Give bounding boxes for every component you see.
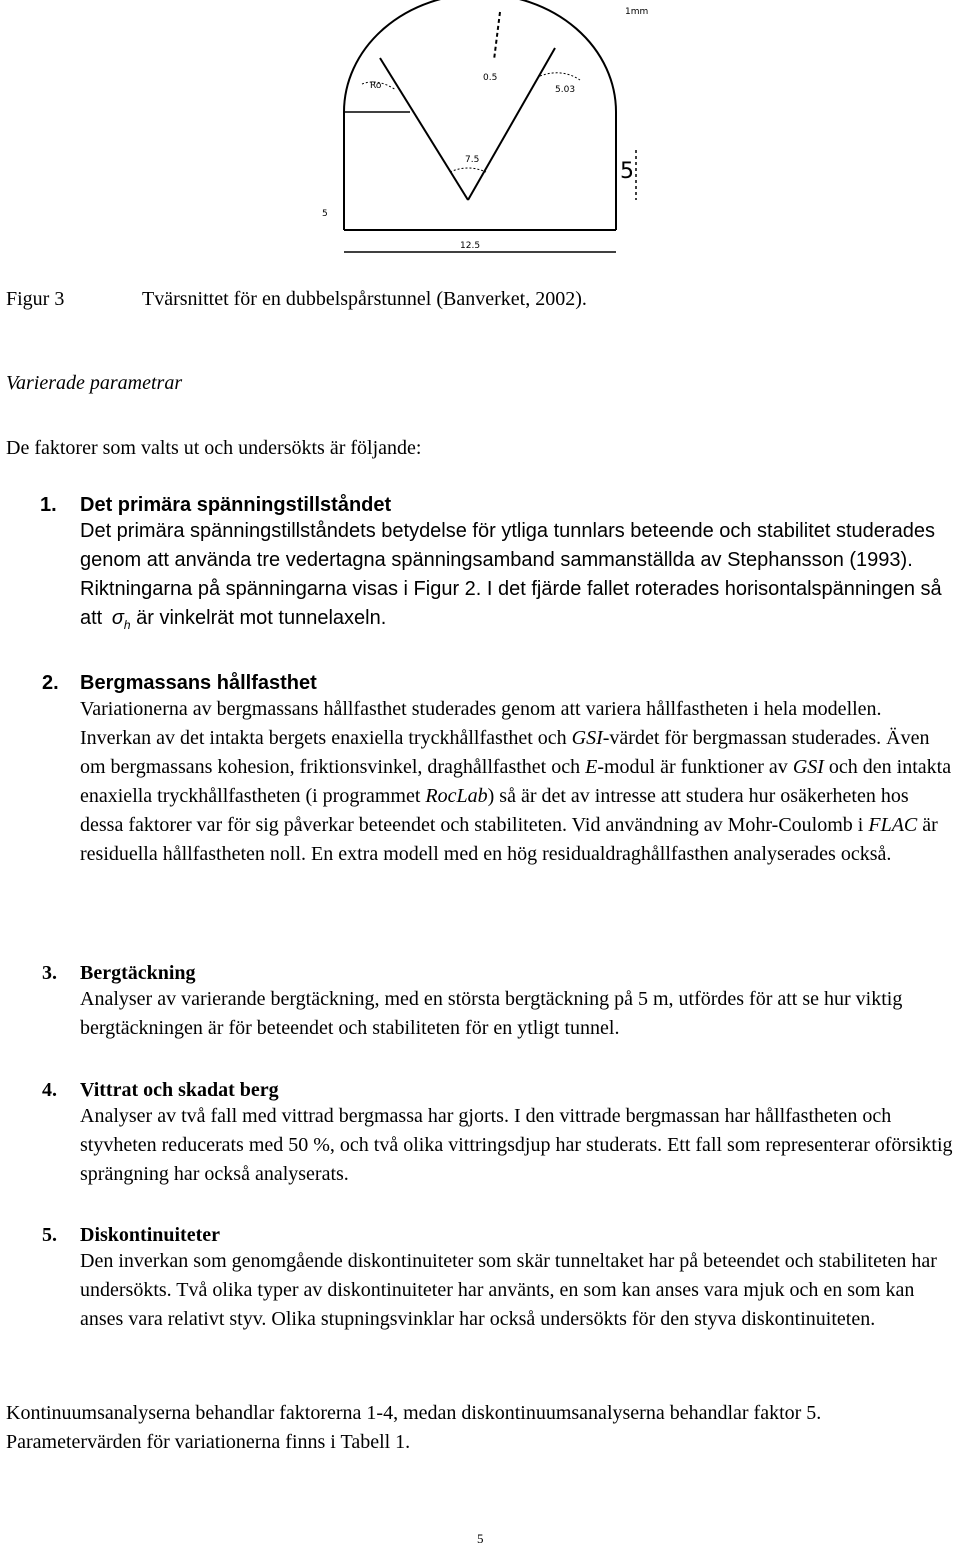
label-width: 12.5	[460, 241, 481, 251]
item-number: 2.	[42, 672, 59, 694]
tunnel-cross-section-figure	[300, 0, 660, 265]
list-item-2	[6, 672, 954, 869]
flac-term: FLAC	[868, 814, 918, 836]
figure-number: Figur 3	[6, 288, 65, 310]
label-centre: 7.5	[465, 155, 480, 165]
gsi-term: GSI	[792, 756, 824, 778]
item-text: Det primära spänningstillståndets betydelse för ytliga tunnlars beteende och stabilitet studerades genom att använda tre vedertagna spänningsamband sammanställda av Stephansson (1993). Riktningarna på spänningarna visas i Figur 2. I det fjärde fallet roterades horisontalspänningen så att	[80, 520, 942, 629]
figure-caption-text: Tvärsnittet för en dubbelspårstunnel (Banverket, 2002).	[142, 288, 587, 310]
item-number: 1.	[40, 494, 57, 516]
list-item-5	[6, 1224, 954, 1334]
item-body	[80, 517, 954, 640]
item-title: Bergtäckning	[80, 962, 196, 984]
tunnel-diagram	[300, 0, 660, 265]
item-body: Analyser av varierande bergtäckning, med en största bergtäckning på 5 m, utfördes för att se hur viktig bergtäckningen är för beteendet och stabiliteten för en ytligt tunnel.	[80, 988, 903, 1039]
list-item-1	[6, 494, 954, 640]
sigma-h-symbol: $\sigma_h$	[111, 607, 131, 632]
section-heading: Varierade parametrar	[6, 372, 183, 394]
intro-text: De faktorer som valts ut och undersökts är följande:	[6, 437, 422, 459]
right-angle-arc	[540, 73, 580, 80]
page-number: 5	[477, 1531, 484, 1546]
label-top-right: 1mm	[625, 7, 649, 17]
item-title: Bergmassans hållfasthet	[80, 672, 317, 694]
item-number: 5.	[42, 1224, 57, 1246]
list-item-4	[6, 1079, 954, 1189]
item-title: Vittrat och skadat berg	[80, 1079, 279, 1101]
e-modulus-term: E	[585, 756, 598, 778]
left-discontinuity	[380, 58, 468, 200]
figure-caption	[6, 288, 587, 311]
label-left-slope: Ro	[370, 81, 382, 91]
item-body: Analyser av två fall med vittrad bergmassa har gjorts. I den vittrade bergmassan har hållfastheten och styvheten reducerats med 50 %, och två olika vittringsdjup har studerats. Ett fall som representerar oförsiktig sprängning har också analyserats.	[80, 1105, 953, 1185]
item-number: 4.	[42, 1079, 57, 1101]
bottom-angle-arc	[450, 168, 486, 172]
label-left-wall: 5	[322, 209, 328, 219]
gsi-term: GSI	[571, 727, 603, 749]
label-rt: 0.5	[483, 73, 498, 83]
item-title: Det primära spänningstillståndet	[80, 494, 392, 516]
summary-paragraph: Kontinuumsanalyserna behandlar faktorerna 1-4, medan diskontinuumsanalyserna behandlar faktor 5. Parametervärden för variationerna finns i Tabell 1.	[6, 1402, 822, 1453]
item-body: Variationerna av bergmassans hållfasthet studerades genom att variera hållfastheten i hela modellen. Inverkan av det intakta bergets enaxiella tryckhållfasthet och GSI-värdet för bergmassan studerades. Även om bergmassans kohesion, friktionsvinkel, draghållfasthet och E-modul är funktioner av GSI och den intakta enaxiella tryckhållfastheten (i programmet RocLab) så är det av intresse att studera hur osäkerheten hos dessa faktorer var för sig påverkar beteendet och stabiliteten. Vid användning av Mohr-Coulomb i FLAC är residuella hållfastheten noll. En extra modell med en hög residualdraghållfasthen analyserades också.	[80, 698, 952, 865]
item-number: 3.	[42, 962, 57, 984]
right-discontinuity	[468, 48, 555, 200]
tunnel-outline	[344, 0, 616, 230]
item-body: Den inverkan som genomgående diskontinuiteter som skär tunneltaket har på beteendet och stabiliteten har undersökts. Två olika typer av diskontinuiteter har använts, en som kan anses vara mjuk och en som kan anses vara relativt styv. Olika stupningsvinklar har också undersökts för den styva diskontinuiteten.	[80, 1250, 937, 1330]
crown-line	[494, 12, 500, 60]
roclab-term: RocLab	[425, 785, 488, 807]
label-right-slope: 5.03	[555, 85, 576, 95]
list-item-3	[6, 962, 954, 1043]
item-text-end: är vinkelrät mot tunnelaxeln.	[136, 607, 387, 629]
label-side: 5	[620, 159, 634, 184]
item-title: Diskontinuiteter	[80, 1224, 220, 1246]
